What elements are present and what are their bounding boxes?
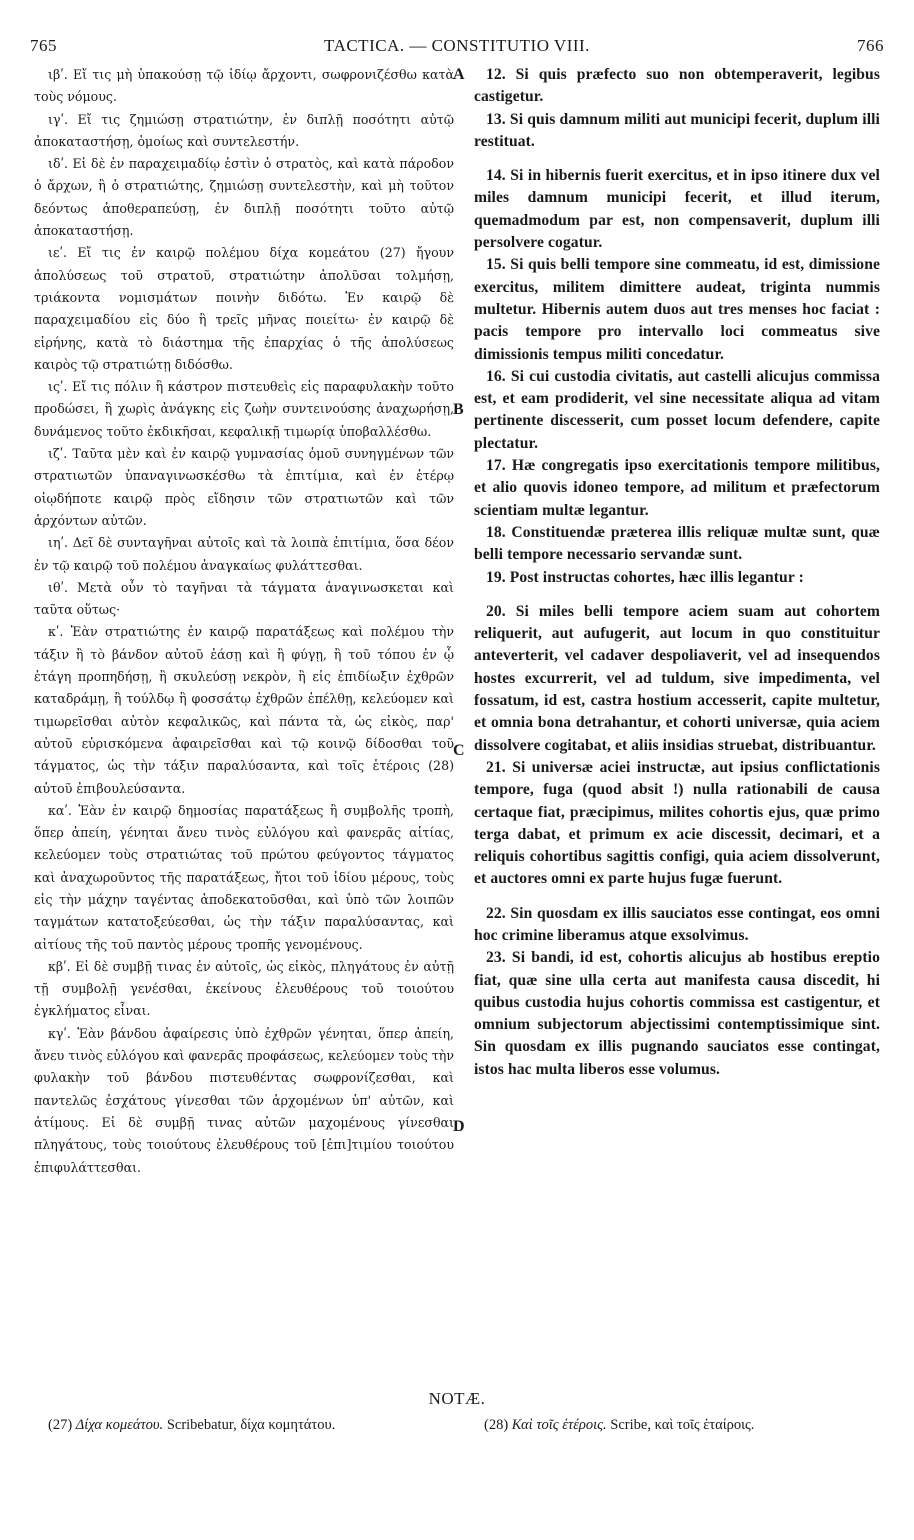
greek-paragraph-15: ιεʹ. Εἴ τις ἐν καιρῷ πολέμου δίχα κομεάτου (27) ἤγουν ἀπολύσεως τοῦ στρατοῦ, στρατιώτην ἀπολῦσαι τολμήσῃ, τριάκοντα νομισμάτων ποινὴν διδότω. Ἐν καιρῷ δὲ παραχειμαδίου εἰς δύο ἢ τρεῖς μῆνας ποιείτω· ἐν καιρῷ δὲ εἰρήνης, κατὰ τὸ διάστημα τῆς ἐπαρχίας ὁ τῆς ἀπολύσεως καιρὸς τῷ στρατιώτῃ διδόσθω. bbox=[34, 245, 454, 372]
footnote-lemma: Δίχα κομεάτου. bbox=[75, 1417, 164, 1433]
footnote-text: Scribe, καὶ τοῖς ἑταίροις. bbox=[610, 1417, 755, 1433]
latin-column bbox=[474, 64, 880, 1081]
latin-paragraph-19: 19. Post instructas cohortes, hæc illis legantur : bbox=[486, 568, 804, 586]
latin-paragraph-21: 21. Si universæ aciei instructæ, aut ipsius conflictationis tempore, fuga (quod absit !) nulla rationabili de causa certaque fiat, præcipimus, milites cohortis ejus, quæ primo terga dabat, et primum ex acie discessit, decimari, et a reliquis cohortibus sagittis configi, quia aciem dissolverunt, et auctores omni ex parte hujus fugæ fuerunt. bbox=[474, 758, 880, 888]
greek-paragraph-18: ιηʹ. Δεῖ δὲ συνταγῆναι αὐτοῖς καὶ τὰ λοιπὰ ἐπιτίμια, ὅσα δέον ἐν τῷ καιρῷ τοῦ πολέμου ἀναγκαίως φυλάττεσθαι. bbox=[34, 535, 454, 573]
footnote-ref: (27) bbox=[48, 1417, 73, 1433]
greek-paragraph-16: ιςʹ. Εἴ τις πόλιν ἢ κάστρον πιστευθεὶς εἰς παραφυλακὴν τοῦτο προδώσει, ἢ χωρὶς ἀνάγκης εἰς ζωὴν συντεινούσης ἀναχωρήσῃ, δυνάμενος τοῦτο ἐκδικῆσαι, κεφαλικῇ τιμωρίᾳ ὑποβαλλέσθω. bbox=[34, 379, 454, 439]
latin-paragraph-23: 23. Si bandi, id est, cohortis alicujus ab hostibus ereptio fiat, quæ sine ulla certa aut manifesta causa discedit, hi quibus custodia hujus cohortis commissa est castigentur, et omnium subjectorum abjectissimi contemptissimique sint. Sin quosdam ex illis pugnando sauciatos esse contingat, istos hac multa liberos esse volumus. bbox=[474, 949, 880, 1078]
latin-paragraph-15: 15. Si quis belli tempore sine commeatu, id est, dimissione exercitus, militem dimittere audeat, triginta nummis multetur. Hibernis autem duos aut tres menses hoc faciat : pacis tempore pro intervallo loci commeatus sive dimissionis tempus militi concedatur. bbox=[474, 256, 880, 363]
greek-paragraph-19: ιθʹ. Μετὰ οὖν τὸ ταγῆναι τὰ τάγματα ἀναγινωσκεται καὶ ταῦτα οὕτως· bbox=[34, 579, 454, 618]
latin-paragraph-16: 16. Si cui custodia civitatis, aut castelli alicujus commissa est, et eam prodiderit, vel sine necessitate aliqua ad vitam pertinente discesserit, cum posset locum defendere, capite plectatur. bbox=[474, 367, 880, 452]
greek-paragraph-13: ιγʹ. Εἴ τις ζημιώσῃ στρατιώτην, ἐν διπλῇ ποσότητι αὐτῷ ἀποκαταστήσῃ, ὁμοίως καὶ συντελεστήν. bbox=[34, 111, 454, 149]
margin-letter-d: D bbox=[453, 1118, 465, 1135]
latin-paragraph-12: 12. Si quis præfecto suo non obtemperaverit, legibus castigetur. bbox=[474, 66, 880, 106]
notes-heading: NOTÆ. bbox=[428, 1389, 486, 1408]
footnote-27 bbox=[48, 1417, 448, 1434]
latin-paragraph-14: 14. Si in hibernis fuerit exercitus, et in ipso itinere dux vel miles damnum municipi fecerit, et illud iterum, quemadmodum par est, non compensaverit, duplum illi persolvere cogatur. bbox=[474, 167, 880, 252]
latin-paragraph-13: 13. Si quis damnum militi aut municipi fecerit, duplum illi restituat. bbox=[474, 110, 880, 150]
latin-paragraph-18: 18. Constituendæ præterea illis reliquæ multæ sunt, quæ belli tempore necessario servandæ sunt. bbox=[474, 523, 880, 564]
page-number-left: 765 bbox=[30, 36, 57, 55]
footnote-text: Scribebatur, δίχα κομητάτου. bbox=[166, 1417, 336, 1433]
page-number-right: 766 bbox=[857, 36, 884, 55]
footnote-28 bbox=[484, 1417, 894, 1434]
greek-paragraph-20: κʹ. Ἐὰν στρατιώτης ἐν καιρῷ παρατάξεως καὶ πολέμου τὴν τάξιν ἢ τὸ βάνδον αὐτοῦ ἐάσῃ καὶ ἢ φύγῃ, ἢ τοῦ τόπου ἐν ᾧ ἐτάγη προπηδήσῃ, ἢ σκυλεύσῃ νεκρὸν, ἢ εἰς ἐπιδίωξιν ἐχθρῶν καταδράμῃ, ἢ τούλδῳ ἢ φοσσάτῳ ἐχθρῶν ἐπέλθῃ, κελεύομεν καὶ τιμωρεῖσθαι αὐτὸν κεφαλικῶς, καὶ πάντα τὰ, ὡς εἰκὸς, παρ' αὐτοῦ εὑρισκόμενα ἀφαιρεῖσθαι καὶ τῷ κοινῷ δίδοσθαι τοῦ τάγματος, ὡς τὴν τάξιν παραλύσαντα, καὶ τοῖς ἑτέροις (28) αὐτοῦ ἐπιβουλεύσαντα. bbox=[34, 624, 454, 796]
latin-paragraph-17: 17. Hæ congregatis ipso exercitationis tempore militibus, et alio quovis idoneo tempore, ad militum et præfectorum scientiam multæ legantur. bbox=[474, 457, 880, 519]
greek-column bbox=[34, 64, 454, 1179]
greek-paragraph-22: κβʹ. Εἰ δὲ συμβῇ τινας ἐν αὐτοῖς, ὡς εἰκὸς, πληγάτους ἐν αὐτῇ τῇ συμβολῇ γενέσθαι, ἐκείνους ἐλευθέρους τοῦ τοιούτου ἐγκλήματος εἶναι. bbox=[34, 958, 454, 1019]
footnote-lemma: Καὶ τοῖς ἑτέροις. bbox=[511, 1417, 607, 1433]
greek-paragraph-21: καʹ. Ἐὰν ἐν καιρῷ δημοσίας παρατάξεως ἢ συμβολῆς τροπὴ, ὅπερ ἀπείη, γένηται ἄνευ τινὸς εὐλόγου καὶ φανερᾶς αἰτίας, κελεύομεν τοὺς στρατιώτας τοῦ πρώτου φεύγοντος τάγματος καὶ ἀναχωροῦντος τῆς παρατάξεως, ἤτοι τοῦ ἰδίου μέρους, τοὺς εἰς τὴν μάχην ταγέντας ἀποδεκατοῦσθαι, καὶ ὑπὸ τῶν λοιπῶν ταγμάτων κατατοξεύεσθαι, ὡς τὴν τάξιν παραλύσαντας, καὶ αἰτίους τῆς τοῦ παντὸς μέρους τροπῆς γενομένους. bbox=[34, 802, 454, 952]
greek-paragraph-14: ιδʹ. Εἰ δὲ ἐν παραχειμαδίῳ ἐστὶν ὁ στρατὸς, καὶ κατὰ πάροδον ὁ ἄρχων, ἢ ὁ στρατιώτης, ζημιώσῃ συντελεστὴν, καὶ μὴ τοῦτον δεόντως ἀποθεραπεύσῃ, ἐν διπλῇ ποσότητι τοῦτο αὐτῷ ἀποκαταστήσῃ. bbox=[34, 156, 454, 239]
greek-paragraph-12: ιβʹ. Εἴ τις μὴ ὑπακούσῃ τῷ ἰδίῳ ἄρχοντι, σωφρονιζέσθω κατὰ τοὺς νόμους. bbox=[34, 67, 454, 105]
margin-letter-a: A bbox=[453, 66, 465, 83]
greek-paragraph-23: κγʹ. Ἐὰν βάνδου ἀφαίρεσις ὑπὸ ἐχθρῶν γένηται, ὅπερ ἀπείη, ἄνευ τινὸς εὐλόγου καὶ φανερᾶς προφάσεως, κελεύομεν τοὺς τὴν φυλακὴν τοῦ βάνδου πιστευθέντας σωφρονίζεσθαι, καὶ παντελῶς ἐσχάτους γίνεσθαι τῶν ἀρχομένων ὑπ' αὐτῶν, καὶ ἀτίμους. Εἰ δὲ συμβῇ τινας αὐτῶν μαχομένους γίνεσθαι πληγάτους, τοὺς τοιούτους ἐλευθέρους τοῦ [ἐπι]τιμίου τοιούτου ἐπιφυλάττεσθαι. bbox=[34, 1025, 454, 1175]
running-header bbox=[30, 36, 884, 60]
latin-paragraph-22: 22. Sin quosdam ex illis sauciatos esse contingat, eos omni hoc crimine liberamus atque exsolvimus. bbox=[474, 904, 880, 944]
running-title: TACTICA. — CONSTITUTIO VIII. bbox=[324, 36, 590, 55]
footnote-ref: (28) bbox=[484, 1417, 509, 1433]
margin-letter-b: B bbox=[453, 401, 464, 418]
margin-letter-c: C bbox=[453, 742, 465, 759]
greek-paragraph-17: ιζʹ. Ταῦτα μὲν καὶ ἐν καιρῷ γυμνασίας ὁμοῦ συνηγμένων τῶν στρατιωτῶν ὑπαναγινωσκέσθω τὰ ἐπιτίμια, καὶ ἐν ἑτέρῳ οἱῳδήποτε καιρῷ πρὸς εἴδησιν τῶν στρατιωτῶν καὶ τῶν ἀρχόντων αὐτῶν. bbox=[34, 446, 454, 528]
latin-paragraph-20: 20. Si miles belli tempore aciem suam aut cohortem reliquerit, aut aufugerit, aut locum in quo constituitur anteverterit, vel cadaver despoliaverit, vel ad insequendos hostes excurrerit, vel ad tuldum, sive impedimenta, vel fossatum, id est, castra hostium accesserit, capite multetur, et omnia bona detrahantur, et cohorti universæ, quia aciem dissolvere cogitabat, et aliis insidias struebat, distribuantur. bbox=[474, 602, 880, 754]
